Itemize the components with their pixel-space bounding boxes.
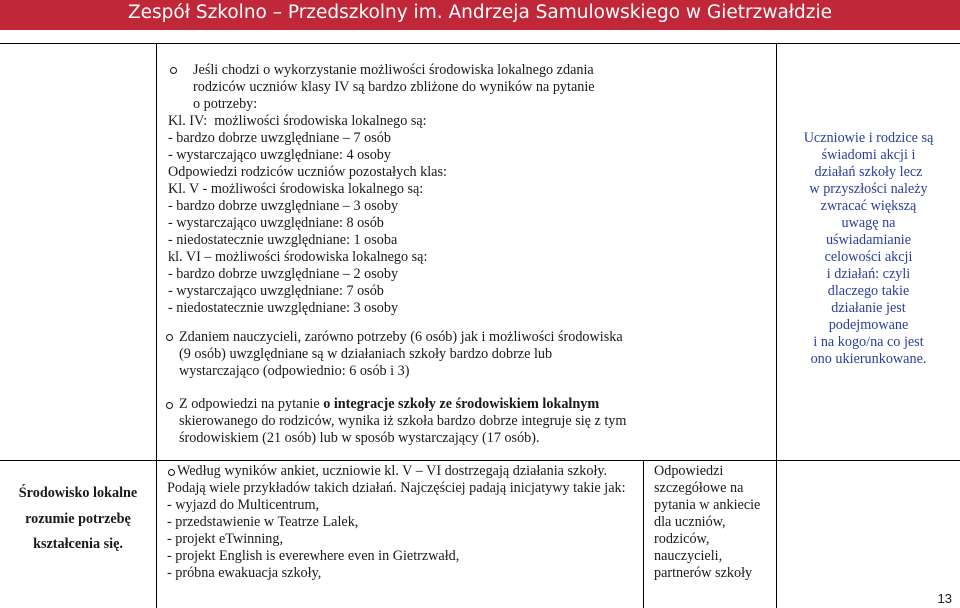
bullet-icon — [170, 67, 177, 74]
lower-bullet-line: Według wyników ankiet, uczniowie kl. V – VI dostrzegają działania szkoły. — [177, 463, 608, 479]
upper-text-line: - wystarczająco uwzględniane: 7 osób — [168, 283, 384, 299]
upper-text-line: - bardzo dobrze uwzględniane – 7 osób — [168, 130, 391, 146]
lower-text-line: Podają wiele przykładów takich działań. Najczęściej padają inicjatywy takie jak: — [167, 480, 626, 496]
bullet-icon — [166, 402, 173, 409]
upper-text-line: - bardzo dobrze uwzględniane – 3 osoby — [168, 198, 399, 214]
lower-note-line: rodziców, — [654, 531, 710, 547]
upper-bullet1-line: Jeśli chodzi o wykorzystanie możliwości środowiska lokalnego zdania — [193, 62, 594, 78]
lower-note-line: dla uczniów, — [654, 514, 726, 530]
bullet3-bold: o integracje szkoły ze środowiskiem lokalnym — [323, 396, 600, 412]
upper-note-line: i działań: czyli — [826, 266, 911, 282]
header-title: Zespół Szkolno – Przedszkolny im. Andrzeja Samulowskiego w Gietrzwałdzie — [127, 2, 833, 23]
upper-text-line: Odpowiedzi rodziców uczniów pozostałych klas: — [168, 164, 447, 180]
upper-note-line: działanie jest — [831, 300, 906, 316]
upper-note-line: Uczniowie i rodzice są — [803, 130, 934, 146]
lower-text-line: - projekt eTwinning, — [167, 531, 284, 547]
table-border-top — [0, 43, 960, 44]
lower-text-line: - przedstawienie w Teatrze Lalek, — [167, 514, 359, 530]
upper-text-line: - bardzo dobrze uwzględniane – 2 osoby — [168, 266, 399, 282]
upper-note-line: świadomi akcji i — [821, 147, 916, 163]
column-divider-1 — [156, 43, 157, 608]
page-number: 13 — [937, 591, 952, 606]
upper-bullet3-line — [179, 396, 599, 413]
lower-label-line: rozumie potrzebę — [25, 511, 131, 527]
lower-text-line: - wyjazd do Multicentrum, — [167, 497, 320, 513]
upper-text-line: - niedostatecznie uwzględniane: 3 osoby — [168, 300, 399, 316]
lower-text-line: - projekt English is everewhere even in Gietrzwałd, — [167, 548, 460, 564]
bullet-icon — [168, 469, 175, 476]
upper-note-line: uwagę na — [841, 215, 896, 231]
upper-text-line: - wystarczająco uwzględniane: 8 osób — [168, 215, 384, 231]
upper-note-line: zwracać większą — [820, 198, 917, 214]
upper-bullet3-line: środowiskiem (21 osób) lub w sposób wystarczający (17 osób). — [179, 430, 540, 446]
lower-label-line: kształcenia się. — [33, 536, 123, 552]
upper-text-line: kl. VI – możliwości środowiska lokalnego są: — [168, 249, 428, 265]
upper-bullet2-line: Zdaniem nauczycieli, zarówno potrzeby (6 osób) jak i możliwości środowiska — [179, 329, 623, 345]
upper-bullet1-line: rodziców uczniów klasy IV są bardzo zbliżone do wyników na pytanie — [193, 79, 595, 95]
row-divider — [0, 460, 960, 461]
upper-note-line: i na kogo/na co jest — [813, 334, 924, 350]
page-header — [0, 0, 960, 30]
upper-note-line: działań szkoły lecz — [814, 164, 923, 180]
lower-note-line: Odpowiedzi — [654, 463, 724, 479]
upper-text-line: Kl. V - możliwości środowiska lokalnego są: — [168, 181, 424, 197]
upper-note-line: celowości akcji — [824, 249, 913, 265]
upper-text-line: Kl. IV: możliwości środowiska lokalnego są: — [168, 113, 427, 129]
lower-note-line: partnerów szkoły — [654, 565, 753, 581]
upper-note-line: podejmowane — [828, 317, 909, 333]
lower-note-line: szczegółowe na — [654, 480, 744, 496]
upper-note-line: ono ukierunkowane. — [810, 351, 927, 367]
lower-note-line: pytania w ankiecie — [654, 497, 761, 513]
lower-note-line: nauczycieli, — [654, 548, 723, 564]
upper-note-line: uświadamianie — [825, 232, 912, 248]
upper-bullet1-line: o potrzeby: — [193, 96, 258, 112]
upper-note-line: w przyszłości należy — [809, 181, 928, 197]
lower-text-line: - próbna ewakuacja szkoły, — [167, 565, 322, 581]
lower-label-line: Środowisko lokalne — [18, 485, 138, 501]
bullet-icon — [166, 334, 173, 341]
upper-text-line: - niedostatecznie uwzględniane: 1 osoba — [168, 232, 398, 248]
upper-note-line: dlaczego takie — [827, 283, 910, 299]
bullet3-prefix: Z odpowiedzi na pytanie — [179, 396, 324, 412]
upper-bullet2-line: wystarczająco (odpowiednio: 6 osób i 3) — [179, 363, 410, 379]
column-divider-2 — [643, 460, 644, 608]
upper-text-line: - wystarczająco uwzględniane: 4 osoby — [168, 147, 391, 163]
upper-bullet3-line: skierowanego do rodziców, wynika iż szkoła bardzo dobrze integruje się z tym — [179, 413, 627, 429]
upper-bullet2-line: (9 osób) uwzględniane są w działaniach szkoły bardzo dobrze lub — [179, 346, 553, 362]
